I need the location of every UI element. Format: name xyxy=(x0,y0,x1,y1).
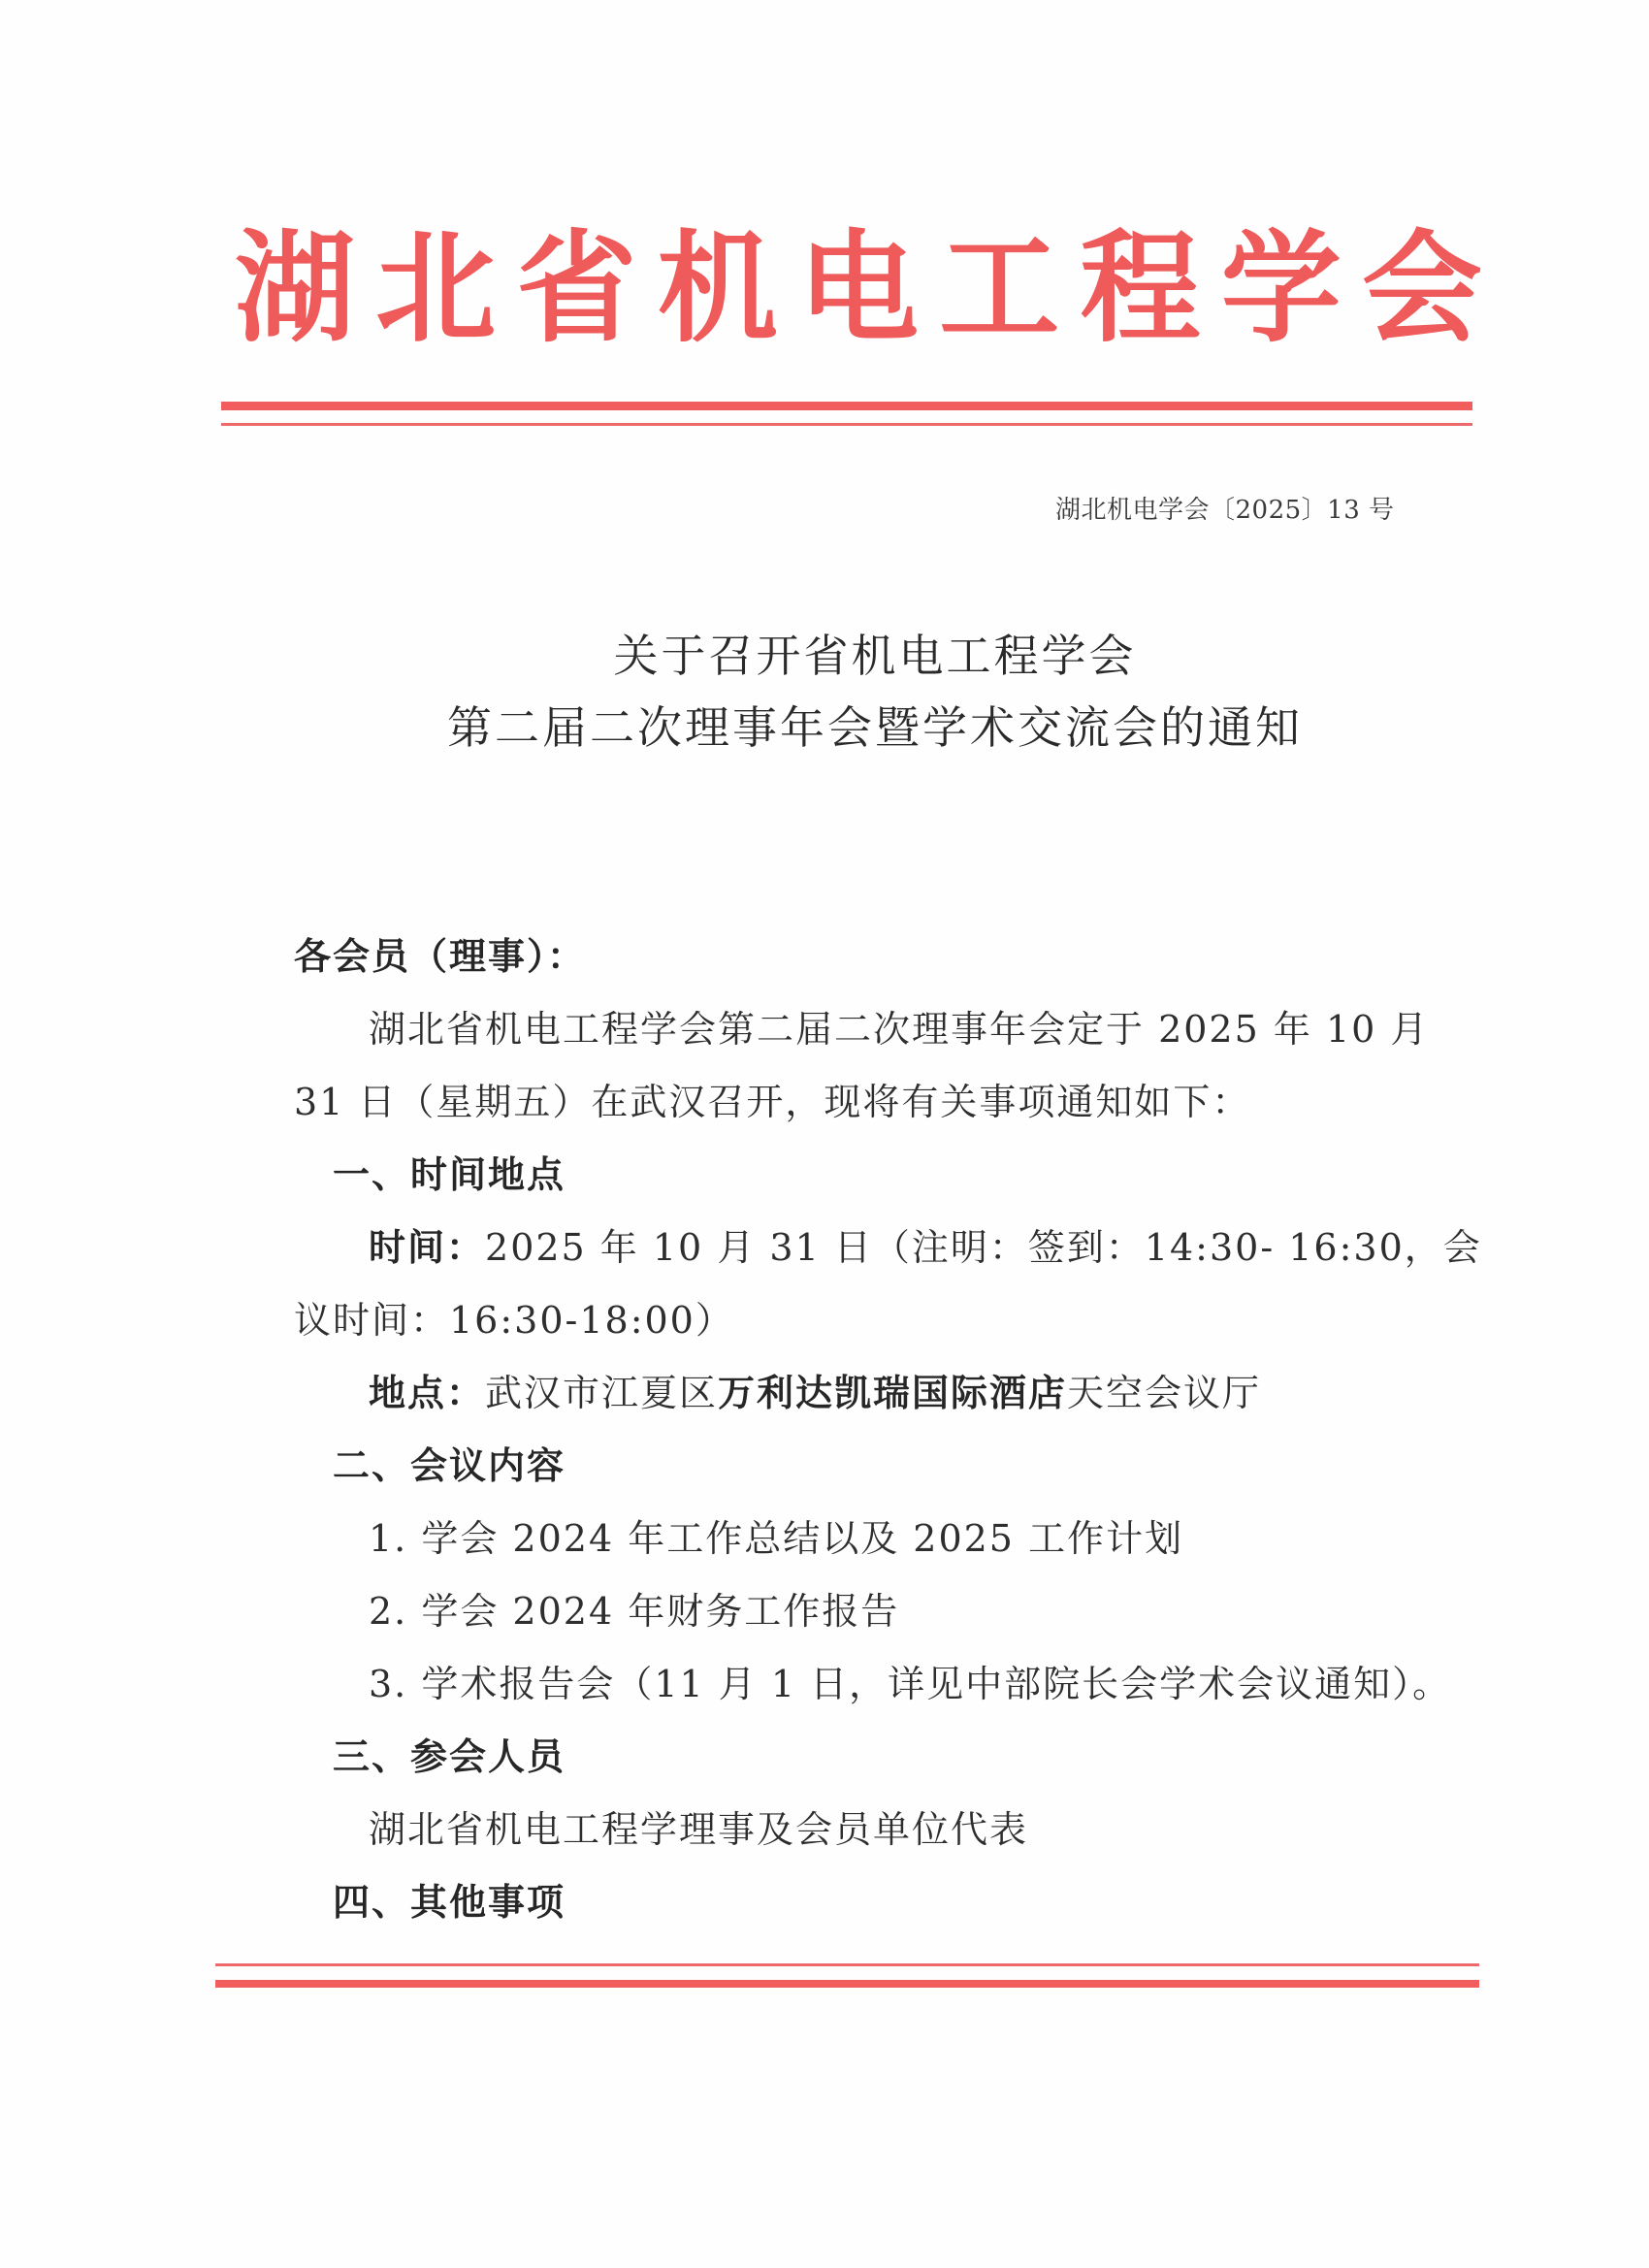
letterhead-char: 工 xyxy=(939,218,1060,359)
place-suffix: 天空会议厅 xyxy=(1067,1372,1262,1414)
letterhead-divider-thin xyxy=(221,423,1472,426)
intro-paragraph-line-1: 湖北省机电工程学会第二届二次理事年会定于 2025 年 10 月 xyxy=(369,1008,1430,1051)
letterhead-char: 会 xyxy=(1361,218,1482,359)
letterhead-char: 湖 xyxy=(234,218,355,359)
place-hotel: 万利达凯瑞国际酒店 xyxy=(718,1371,1068,1414)
letterhead-char: 省 xyxy=(516,218,637,359)
letterhead-char: 北 xyxy=(375,218,497,359)
letterhead-divider-thick xyxy=(221,402,1472,410)
agenda-item: 3. 学术报告会（11 月 1 日，详见中部院长会学术会议通知）。 xyxy=(369,1663,1452,1705)
section-heading-meeting-content: 二、会议内容 xyxy=(333,1443,566,1487)
letterhead-char: 学 xyxy=(1220,218,1342,359)
time-line xyxy=(369,1224,1494,1271)
agenda-item: 2. 学会 2024 年财务工作报告 xyxy=(369,1590,900,1633)
time-label: 时间： xyxy=(369,1225,486,1269)
place-prefix: 武汉市江夏区 xyxy=(485,1372,719,1414)
letterhead-char: 程 xyxy=(1080,218,1201,359)
footer-divider-thick xyxy=(215,1980,1479,1988)
document-number: 湖北机电学会〔2025〕13 号 xyxy=(1055,496,1395,525)
place-line xyxy=(369,1370,1494,1416)
section-heading-time-place: 一、时间地点 xyxy=(333,1152,566,1196)
letterhead-char: 电 xyxy=(797,218,919,359)
agenda-item: 1. 学会 2024 年工作总结以及 2025 工作计划 xyxy=(369,1517,1184,1560)
salutation: 各会员（理事）： xyxy=(294,934,587,978)
time-line-continued: 议时间：16:30-18:00） xyxy=(294,1299,734,1342)
footer-divider-thin xyxy=(215,1963,1479,1966)
letterhead-org-name xyxy=(233,218,1484,359)
section-heading-other-matters: 四、其他事项 xyxy=(333,1880,566,1924)
time-value: 2025 年 10 月 31 日（注明：签到：14:30- 16:30，会 xyxy=(485,1226,1482,1269)
section-heading-attendees: 三、参会人员 xyxy=(333,1734,566,1778)
intro-paragraph-line-2: 31 日（星期五）在武汉召开，现将有关事项通知如下： xyxy=(294,1081,1251,1123)
attendees-text: 湖北省机电工程学理事及会员单位代表 xyxy=(369,1808,1029,1851)
letterhead-char: 机 xyxy=(657,218,778,359)
notice-title-line-2: 第二届二次理事年会暨学术交流会的通知 xyxy=(447,701,1303,754)
notice-title-line-1: 关于召开省机电工程学会 xyxy=(613,630,1137,682)
place-label: 地点： xyxy=(369,1371,486,1414)
